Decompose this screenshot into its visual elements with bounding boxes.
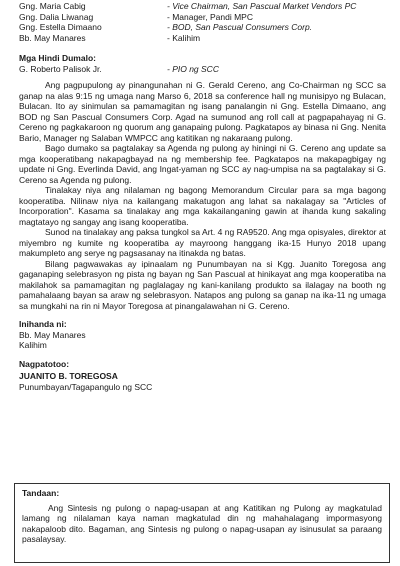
note-box [14, 483, 390, 563]
attendee-name: Gng. Maria Cabig [19, 1, 86, 11]
attendee-name: Bb. May Manares [19, 32, 86, 43]
attendee-list [19, 1, 386, 43]
note-body: Ang Sintesis ng pulong o napag-usapan at ang Katitikan ng Pulong ay magkatulad lamang ng nilalaman kaya naman magkatulad din ng mahahalagang impormasyong nakapaloob dito. Bagaman, ang Sintesis ng pulong o napag-usapan ay isinusulat sa paraang pasalaysay. [22, 502, 382, 544]
minutes-paragraph: Bilang pagwawakas ay ipinaalam ng Punumbayan na si Kgg. Juanito Toregosa ang gaganaping selebrasyon ng pista ng bayan ng San Pascual at hinikayat ang mga kooperatiba na makilahok sa pamamagitan ng paglalagay ng kani-kanilang produkto sa ilalagay na booth ng pamahalaang bayan sa araw ng selebrasyon. Natapos ang pulong sa ganap na ika-11 ng umaga sa mungkahi na rin ni Mayor Toregosa at pinangalawahan ni G. Cereno. [19, 258, 386, 311]
attendee-name: Gng. Estella Dimaano [19, 22, 102, 32]
minutes-paragraph: Ang pagpupulong ay pinangunahan ni G. Gerald Cereno, ang Co-Chairman ng SCC sa ganap na alas 9:15 ng umaga nang Marso 6, 2018 sa conference hall ng munisipyo ng Bulacan, Bulacan. Ito ay sinimulan sa pamamagitan ng isang panalangin ni Gng. Estella Dimaano, ang BOD ng San Pascual Consumers Corp. Agad na sumunod ang roll call at pagpapahayag ni G. Cereno ng pagkakaroon ng quorum ang ganapaing pulong. Pagkatapos ay binasa ni Gng. Nenita Bario, Manager ng Salaban WMPCC ang katitikan ng nakaraang pulong. [19, 80, 386, 143]
prepared-by-block [19, 330, 386, 351]
approved-by-heading: Nagpatotoo: [19, 358, 70, 369]
attendee-row [19, 22, 386, 33]
prepared-by-name: Bb. May Manares [19, 329, 86, 340]
attendee-role: - Kalihim [167, 32, 201, 43]
attendee-row [19, 12, 386, 23]
attendee-role: - BOD, San Pascual Consumers Corp. [167, 22, 313, 32]
note-title: Tandaan: [22, 488, 60, 498]
attendee-role: - Vice Chairman, San Pascual Market Vendors PC [167, 1, 357, 11]
minutes-paragraph: Tinalakay niya ang nilalaman ng bagong Memorandum Circular para sa mga bagong kooperatiba. Nilinaw niya na kailangang makatugon ang lahat sa nakalagay sa "Articles of Incorporation". Kasama sa tinalakay ang mga kakailanganing gawin at ihanda kung sakaling magtatayo ng sangay ang isang kooperatiba. [19, 185, 386, 227]
absent-name: G. Roberto Palisok Jr. [19, 63, 102, 74]
prepared-by-role: Kalihim [19, 340, 47, 350]
approved-by-name: JUANITO B. TOREGOSA [19, 371, 118, 381]
absent-role: - PIO ng SCC [167, 63, 219, 74]
approved-by-block [19, 371, 386, 392]
attendee-row [19, 1, 386, 12]
attendee-role: - Manager, Pandi MPC [167, 11, 253, 22]
approved-by-role: Punumbayan/Tagapangulo ng SCC [19, 381, 153, 392]
minutes-paragraph: Sunod na tinalakay ang paksa tungkol sa Art. 4 ng RA9520. Ang mga opisyales, direktor at miyembro ng kumite ng kooperatiba ay mayroong hanggang ika-15 Hunyo 2018 upang makumpleto ang serye ng pagsasanay na itinakda ng batas. [19, 227, 386, 258]
attendee-name: Gng. Dalia Liwanag [19, 11, 94, 22]
absent-row [19, 64, 386, 75]
prepared-by-heading: Inihanda ni: [19, 319, 67, 329]
attendee-row [19, 33, 386, 44]
absent-heading: Mga Hindi Dumalo: [19, 53, 96, 63]
minutes-paragraph: Bago dumako sa pagtalakay sa Agenda ng pulong ay hiningi ni G. Cereno ang update sa mga kooperatibang nakapagbayad na ng membership fee. Pagkatapos na makapagbigay ng update ni Gng. Everlinda David, ang Ingat-yaman ng SCC ay nag-umpisa na sa pagtalakay si G. Cereno sa Agenda ng pulong. [19, 143, 386, 185]
